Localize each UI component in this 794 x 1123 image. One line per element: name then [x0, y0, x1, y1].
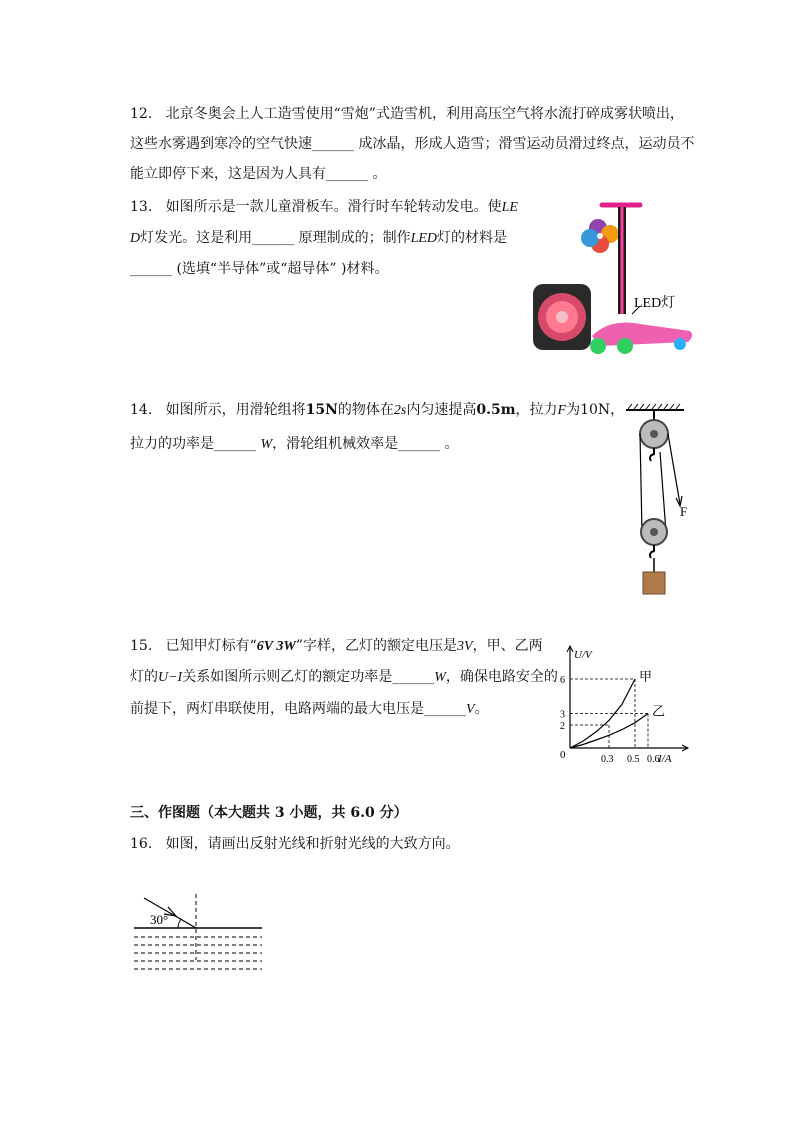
q14-line-2: [130, 434, 459, 455]
pulley-figure: [618, 400, 708, 600]
scooter-figure: [530, 196, 700, 356]
q15-text-1b: 6V 3W: [256, 639, 296, 654]
q15-text-1a: 已知甲灯标有“: [165, 638, 257, 654]
led-label: LED灯: [634, 296, 676, 311]
fixed-pulley-hook: [650, 448, 654, 461]
u-i-chart: [548, 636, 698, 772]
q15-text-2b: U−I: [158, 670, 183, 685]
q14-text-a: 如图所示，用滑轮组将: [165, 402, 306, 418]
q14-text-k: ，: [610, 402, 625, 418]
load-block: [643, 572, 665, 594]
q14-text-g: ，拉力: [515, 402, 558, 418]
q15-text-1d: 3V: [457, 639, 473, 654]
force-label: F: [680, 504, 688, 519]
q13-text-2d: 灯的材料是: [437, 230, 508, 246]
q12-line-1: [130, 104, 684, 124]
q14-text-2b: W: [260, 437, 273, 452]
q14-text-d: 2s: [393, 403, 407, 418]
q16-text: 如图，请画出反射光线和折射光线的大致方向。: [165, 836, 460, 852]
q16-number: 16.: [130, 836, 153, 852]
q13-text-2b: 灯发光。这是利用______ 原理制成的；制作: [140, 230, 411, 246]
q13-line-2: [130, 228, 507, 249]
q13-text-1b: LE: [501, 200, 518, 215]
chart-y-tick-1: 3: [560, 709, 565, 721]
q13-line-3: ______ (选填“半导体”或“超导体” )材料。: [130, 261, 389, 277]
rope-left: [640, 434, 642, 532]
q15-text-3b: V: [466, 702, 475, 717]
chart-x-tick-1: 0.5: [627, 754, 640, 765]
chart-y-tick-0: 2: [560, 721, 565, 732]
q15-text-1c: ”字样，乙灯的额定电压是: [295, 638, 458, 654]
q12-text-1: 北京冬奥会上人工造雪使用“雪炮”式造雪机，利用高压空气将水流打碎成雾状喷出，: [165, 106, 684, 122]
chart-y-tick-2: 6: [560, 675, 565, 686]
q12-number: 12.: [130, 106, 153, 122]
q14-text-c: 的物体在: [337, 402, 394, 418]
movable-pulley-hook: [650, 545, 654, 558]
chart-x-tick-0: 0.3: [601, 754, 614, 765]
angle-label: 30°: [150, 912, 169, 927]
q14-number: 14.: [130, 402, 153, 418]
chart-x-tick-2: 0.6: [647, 754, 660, 765]
q15-text-2d: W: [434, 670, 446, 685]
q12-line-2: 这些水雾遇到寒冷的空气快速______ 成冰晶，形成人造雪；滑雪运动员滑过终点，运动员不: [130, 136, 695, 152]
q14-text-h: F: [557, 403, 567, 418]
chart-series-label-0: 甲: [639, 669, 653, 684]
q16-line-1: [130, 834, 460, 854]
q13-line-1: [130, 197, 518, 218]
water-hatching: [134, 937, 262, 969]
q14-text-2c: ，滑轮组机械效率是______ 。: [272, 436, 459, 452]
rear-wheel: [674, 338, 686, 350]
q13-text-2c: LED: [410, 231, 438, 246]
q13-text-2a: D: [130, 231, 141, 246]
q12-line-3: 能立即停下来，这是因为人具有______ 。: [130, 166, 387, 182]
q15-line-3: [130, 699, 489, 720]
q14-text-e: 内匀速提高: [406, 402, 477, 418]
q13-text-1a: 如图所示是一款儿童滑板车。滑行时车轮转动发电。使: [165, 199, 502, 215]
chart-series-label-1: 乙: [652, 703, 666, 719]
q15-number: 15.: [130, 638, 153, 654]
q15-text-2c: 关系如图所示则乙灯的额定功率是______: [182, 669, 435, 685]
q13-number: 13.: [130, 199, 153, 215]
q14-text-f: 0.5m: [476, 402, 516, 418]
angle-arc: [178, 919, 181, 928]
q15-text-3c: 。: [474, 701, 489, 717]
front-wheel-left: [590, 338, 606, 354]
q15-line-2: [130, 667, 558, 688]
q15-text-3a: 前提下，两灯串联使用，电路两端的最大电压是______: [130, 701, 466, 717]
q14-line-1: [130, 400, 624, 421]
q14-text-2a: 拉力的功率是______: [130, 436, 261, 452]
q14-text-i: 为: [566, 402, 581, 418]
q15-text-2e: ，确保电路安全的: [445, 669, 558, 685]
chart-y-label: U/V: [574, 649, 592, 661]
q15-text-2a: 灯的: [130, 669, 158, 685]
rope-pull: [668, 434, 680, 504]
reflection-figure: [130, 890, 270, 976]
section-3-title: 三、作图题（本大题共 3 小题，共 6.0 分）: [130, 805, 408, 821]
front-wheel-right: [617, 338, 633, 354]
q15-text-1e: ，甲、乙两: [472, 638, 543, 654]
q14-text-j: 10N: [580, 402, 611, 418]
q15-line-1: [130, 636, 543, 657]
pinwheel-icon: [581, 219, 619, 253]
q14-text-b: 15N: [305, 402, 338, 418]
chart-origin-label: 0: [560, 749, 566, 761]
chart-x-label: I/A: [658, 753, 672, 765]
